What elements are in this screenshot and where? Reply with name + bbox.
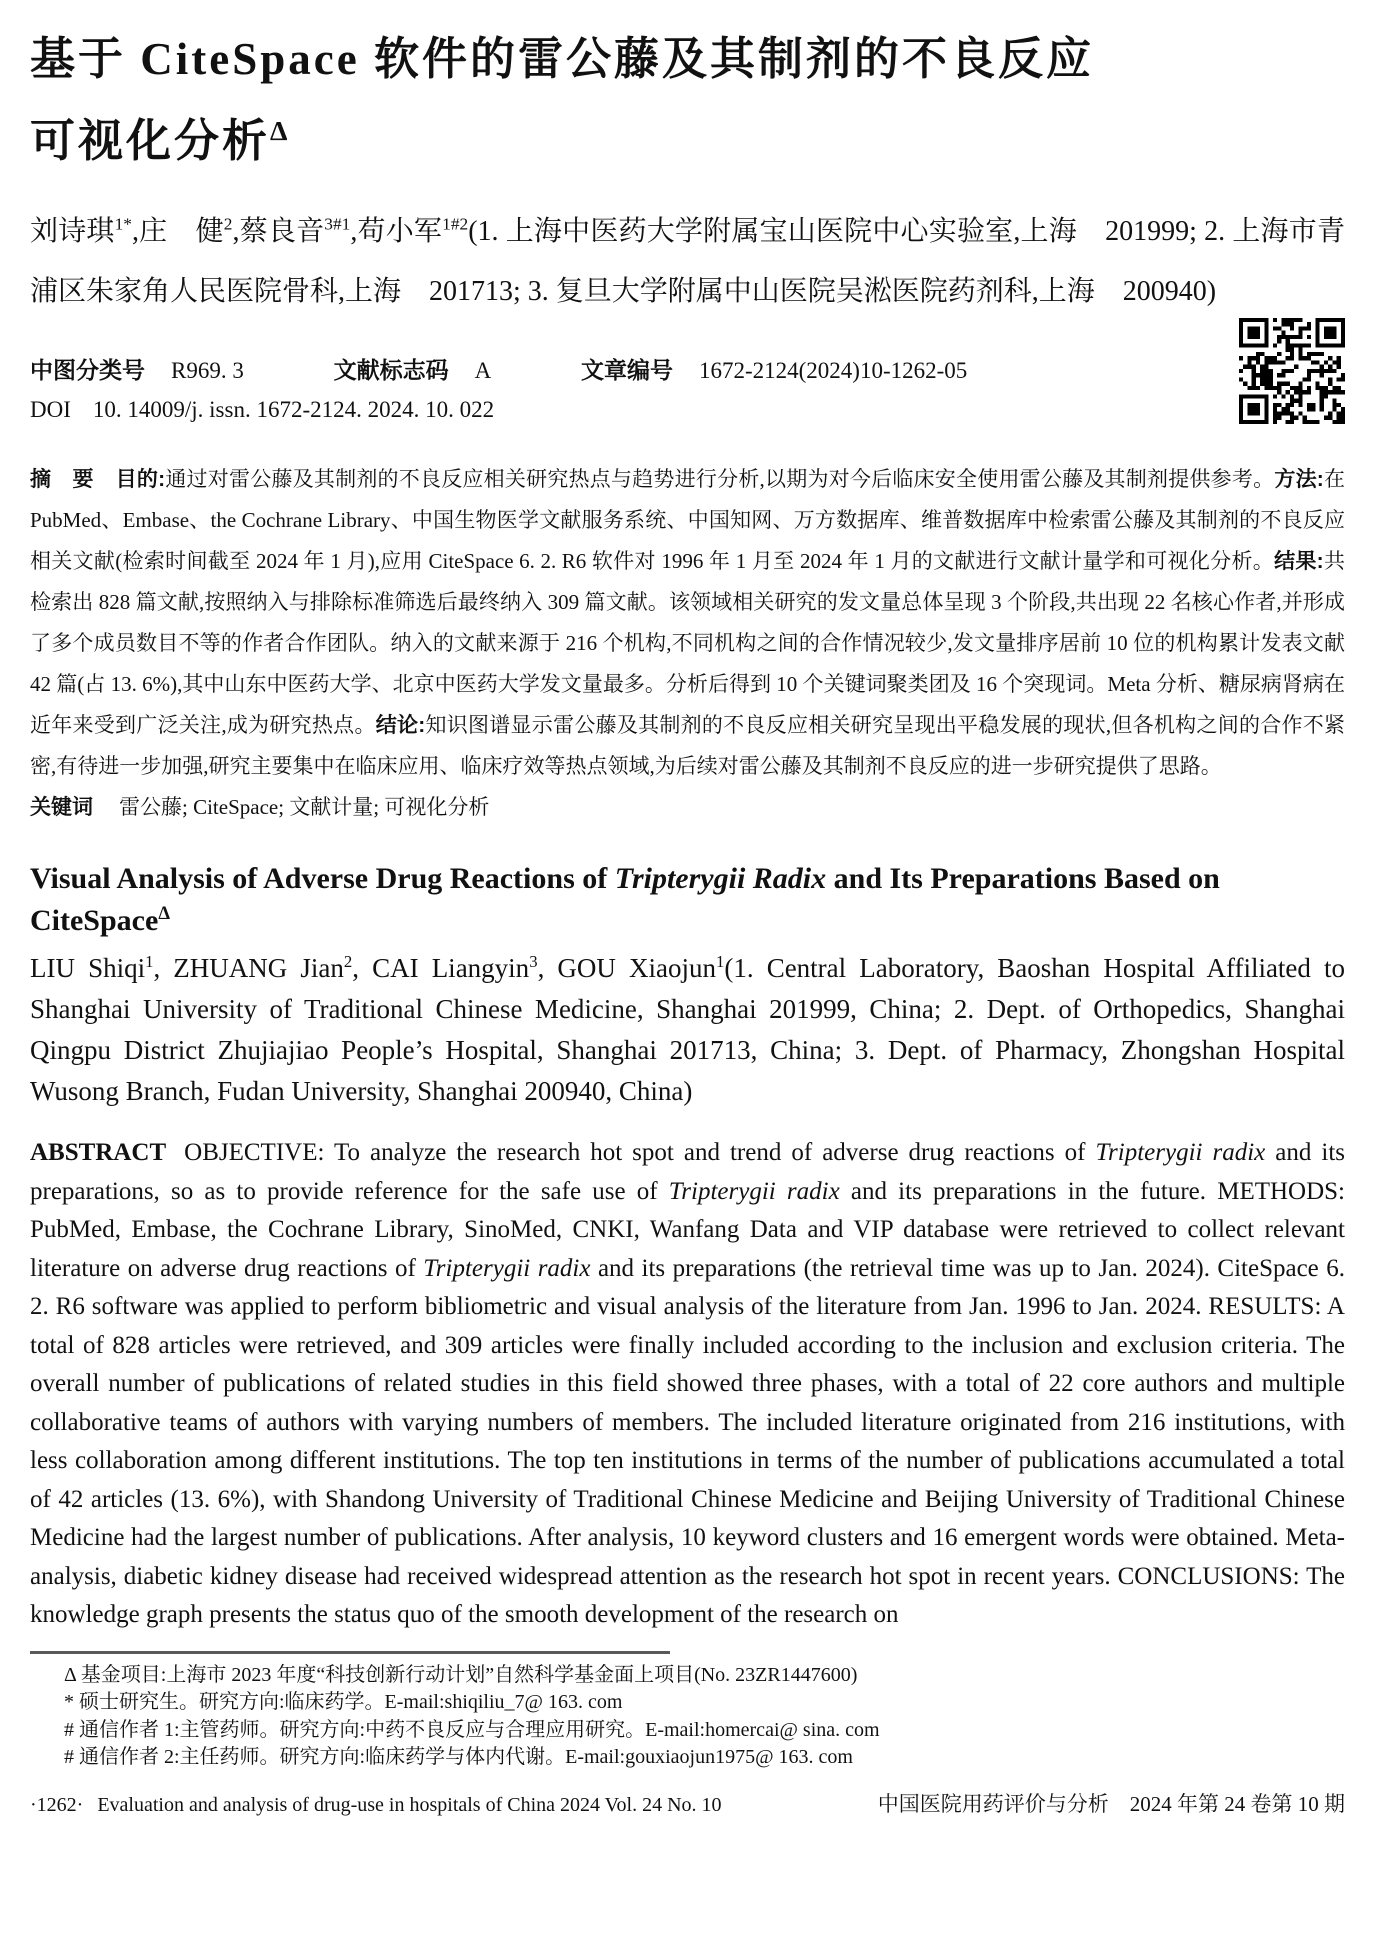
- footnote-first-author: * 硕士研究生。研究方向:临床药学。E-mail:shiqiliu_7@ 163. com: [64, 1691, 623, 1713]
- abstract-zh-label: 摘 要: [30, 468, 94, 491]
- abstract-zh-text: 目的:通过对雷公藤及其制剂的不良反应相关研究热点与趋势进行分析,以期为对今后临床安全使用雷公藤及其制剂提供参考。方法:在 PubMed、Embase、the Cochrane Library、中国生物医学文献服务系统、中国知网、万方数据库、维普数据库中检索雷公藤及其制剂的不良反应相关文献(检索时间截至 2024 年 1 月),应用 CiteSpace 6. 2. R6 软件对 1996 年 1 月至 2024 年 1 月的文献进行文献计量学和可视化分析。结果:共检索出 828 篇文献,按照纳入与排除标准筛选后最终纳入 309 篇文献。该领域相关研究的发文量总体呈现 3 个阶段,共出现 22 名核心作者,并形成了多个成员数目不等的作者合作团队。纳入的文献来源于 216 个机构,不同机构之间的合作情况较少,发文量排序居前 10 位的机构累计发表文献 42 篇(占 13. 6%),其中山东中医药大学、北京中医药大学发文量最多。分析后得到 10 个关键词聚类团及 16 个突现词。Meta 分析、糖尿病肾病在近年来受到广泛关注,成为研究热点。结论:知识图谱显示雷公藤及其制剂的不良反应相关研究呈现出平稳发展的现状,但各机构之间的合作不紧密,有待进一步加强,研究主要集中在临床应用、临床疗效等热点领域,为后续对雷公藤及其制剂不良反应的进一步研究提供了思路。: [30, 467, 1346, 778]
- footnote-funding: Δ 基金项目:上海市 2023 年度“科技创新行动计划”自然科学基金面上项目(No. 23ZR1447600): [64, 1663, 858, 1686]
- qr-code-icon: [1239, 318, 1345, 424]
- footnote-corresponding-author-1: # 通信作者 1:主管药师。研究方向:中药不良反应与合理应用研究。E-mail:homercai@ sina. com: [64, 1718, 880, 1741]
- abstract-en-text: OBJECTIVE: To analyze the research hot spot and trend of adverse drug reactions of Tripterygii radix and its preparations, so as to provide reference for the safe use of Tripterygii radix and its preparations in the future. METHODS: PubMed, Embase, the Cochrane Library, SinoMed, CNKI, Wanfang Data and VIP database were retrieved to collect relevant literature on adverse drug reactions of Tripterygii radix and its preparations (the retrieval time was up to Jan. 2024). CiteSpace 6. 2. R6 software was applied to perform bibliometric and visual analysis of the literature from Jan. 1996 to Jan. 2024. RESULTS: A total of 828 articles were retrieved, and 309 articles were finally included according to the inclusion and exclusion criteria. The overall number of publications of related studies in this field showed three phases, with a total of 22 core authors and multiple collaborative teams of authors with varying numbers of members. The included literature originated from 216 institutions, with less collaboration among different institutions. The top ten institutions in terms of the number of publications accumulated a total of 42 articles (13. 6%), with Shandong University of Traditional Chinese Medicine and Beijing University of Traditional Chinese Medicine had the largest number of publications. After analysis, 10 keyword clusters and 16 emergent words were obtained. Meta-analysis, diabetic kidney disease had received widespread attention as the research hot spot in recent years. CONCLUSIONS: The knowledge graph presents the status quo of the smooth development of the research on: [30, 1139, 1345, 1628]
- doc-code-label: 文献标志码: [333, 357, 449, 383]
- clc-label: 中图分类号: [30, 357, 145, 383]
- page-number: ·1262·: [30, 1793, 84, 1816]
- footer-journal-en: Evaluation and analysis of drug-use in hospitals of China 2024 Vol. 24 No. 10: [97, 1793, 722, 1816]
- page-footer: [30, 1788, 1345, 1818]
- article-no-value: 1672-2124(2024)10-1262-05: [698, 358, 968, 383]
- keywords-zh: [30, 787, 1345, 828]
- page-title: [30, 18, 1345, 182]
- footer-journal-zh: 中国医院用药评价与分析 2024 年第 24 卷第 10 期: [877, 1791, 1345, 1816]
- doc-code-group: [334, 352, 492, 385]
- footnote-corresponding-author-2: # 通信作者 2:主任药师。研究方向:临床药学与体内代谢。E-mail:gouxiaojun1975@ 163. com: [64, 1746, 853, 1768]
- clc-group: [30, 352, 244, 385]
- doi-value: 10. 14009/j. issn. 1672-2124. 2024. 10. 022: [92, 397, 495, 422]
- title-zh-line2: 可视化分析: [30, 116, 271, 166]
- doi-label: DOI: [30, 397, 71, 422]
- footer-left: [30, 1794, 722, 1817]
- doc-code-value: A: [474, 358, 492, 383]
- footnote-divider: [30, 1651, 670, 1654]
- abstract-en-label: ABSTRACT: [30, 1139, 167, 1166]
- title-en: Visual Analysis of Adverse Drug Reactions of Tripterygii Radix and Its Preparations Based on CiteSpace$^\Delta$: [30, 862, 1220, 937]
- article-no-group: [581, 352, 967, 385]
- abstract-en: [30, 1134, 1345, 1635]
- keywords-zh-text: 雷公藤; CiteSpace; 文献计量; 可视化分析: [119, 795, 490, 819]
- clc-value: R969. 3: [171, 358, 244, 383]
- keywords-zh-label: 关键词: [30, 796, 93, 819]
- footnotes: [30, 1662, 1345, 1772]
- article-meta-row: [30, 352, 1345, 385]
- title-zh-line1: 基于 CiteSpace 软件的雷公藤及其制剂的不良反应: [30, 34, 1094, 84]
- authors-affiliations-zh: 刘诗琪$^{1*}$,庄 健$^2$,蔡良音$^{3\#1}$,苟小军$^{1\#2}$(1. 上海中医药大学附属宝山医院中心实验室,上海 201999; 2. 上海市青浦区朱家角人民医院骨科,上海 201713; 3. 复旦大学附属中山医院吴淞医院药剂科,上海 200940): [30, 214, 1345, 307]
- article-no-label: 文章编号: [580, 357, 673, 383]
- abstract-zh: [30, 459, 1345, 787]
- authors-affiliations-en: LIU Shiqi$^1$, ZHUANG Jian$^2$, CAI Liangyin$^3$, GOU Xiaojun$^1$(1. Central Laboratory, Baoshan Hospital Affiliated to Shanghai University of Traditional Chinese Medicine, Shanghai 201999, China; 2. Dept. of Orthopedics, Shanghai Qingpu District Zhujiajiao People’s Hospital, Shanghai 201713, China; 3. Dept. of Pharmacy, Zhongshan Hospital Wusong Branch, Fudan University, Shanghai 200940, China): [30, 952, 1346, 1106]
- doi-row: [30, 397, 1345, 423]
- title-funding-mark: Δ: [270, 116, 291, 147]
